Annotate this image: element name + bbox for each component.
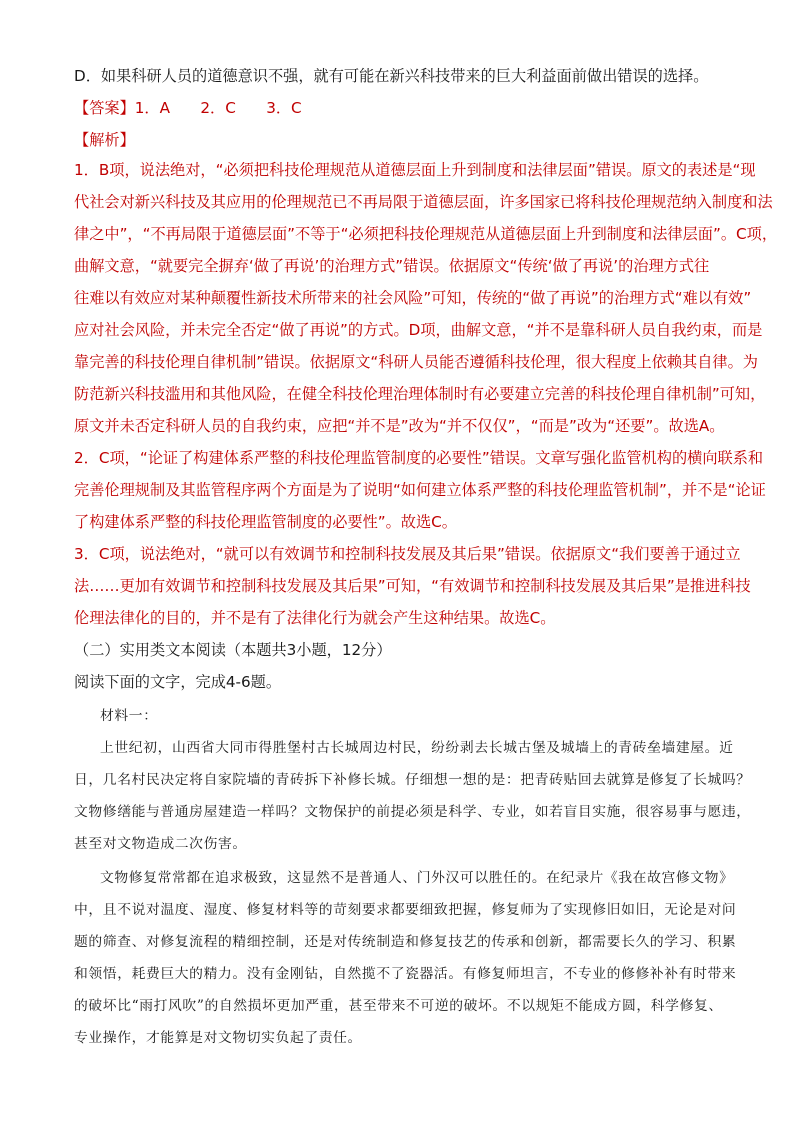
material-line: 上世纪初，山西省大同市得胜堡村古长城周边村民，纷纷剥去长城古堡及城墙上的青砖垒墙建屋。近: [100, 740, 734, 756]
analysis-line: 代社会对新兴科技及其应用的伦理规范已不再局限于道德层面，许多国家已将科技伦理规范纳入制度和法: [74, 193, 773, 211]
answer-label: 【答案】: [74, 99, 135, 117]
analysis-line: 应对社会风险，并未完全否定“做了再说”的方式。D项，曲解文意，“并不是靠科研人员自我约束，而是: [74, 321, 763, 339]
analysis-line: 靠完善的科技伦理自律机制”错误。依据原文“科研人员能否遵循科技伦理，很大程度上依赖其自律。为: [74, 353, 758, 371]
analysis-line: 法……更加有效调节和控制科技发展及其后果”可知，“有效调节和控制科技发展及其后果”是推进科技: [74, 577, 751, 595]
analysis-line: 原文并未否定科研人员的自我约束，应把“并不是”改为“并不仅仅”，“而是”改为“还要”。故选A。: [74, 417, 725, 435]
material-line: 日，几名村民决定将自家院墙的青砖拆下补修长城。仔细想一想的是：把青砖贴回去就算是修复了长城吗？: [74, 772, 751, 788]
analysis-line: 伦理法律化的目的，并不是有了法律化行为就会产生这种结果。故选C。: [74, 609, 556, 627]
analysis-line: 2．C项，“论证了构建体系严整的科技伦理监管制度的必要性”错误。文章写强化监管机构的横向联系和: [74, 449, 764, 467]
material-line: 和领悟，耗费巨大的精力。没有金刚钻，自然揽不了瓷器活。有修复师坦言，不专业的修修补补有时带来: [74, 966, 737, 982]
material-line: 文物修缮能与普通房屋建造一样吗？文物保护的前提必须是科学、专业，如若盲目实施，很容易事与愿违，: [74, 804, 751, 820]
analysis-line: 1．B项，说法绝对，“必须把科技伦理规范从道德层面上升到制度和法律层面”错误。原文的表述是“现: [74, 161, 756, 179]
analysis-line: 了构建体系严整的科技伦理监管制度的必要性”。故选C。: [74, 513, 457, 531]
analysis-line: 完善伦理规制及其监管程序两个方面是为了说明“如何建立体系严整的科技伦理监管机制”，并不是“论证: [74, 481, 766, 499]
material-line: 题的筛查、对修复流程的精细控制，还是对传统制造和修复技艺的传承和创新，都需要长久的学习、积累: [74, 934, 737, 950]
instruction: 阅读下面的文字，完成4-6题。: [74, 673, 282, 691]
material-line: 中，且不说对温度、湿度、修复材料等的苛刻要求都要细致把握，修复师为了实现修旧如旧，无论是对问: [74, 902, 737, 918]
analysis-line: 防范新兴科技滥用和其他风险，在健全科技伦理治理体制时有必要建立完善的科技伦理自律机制”可知，: [74, 385, 766, 403]
option-d: D．如果科研人员的道德意识不强，就有可能在新兴科技带来的巨大利益面前做出错误的选择。: [74, 67, 709, 85]
analysis-line: 曲解文意，“就要完全摒弃‘做了再说’的治理方式”错误。依据原文“传统‘做了再说’的治理方式往: [74, 257, 710, 275]
material-title: 材料一：: [100, 708, 158, 724]
analysis-line: 律之中”，“不再局限于道德层面”不等于“必须把科技伦理规范从道德层面上升到制度和法律层面”。C项，: [74, 225, 778, 243]
material-line: 文物修复常常都在追求极致，这显然不是普通人、门外汉可以胜任的。在纪录片《我在故宫修文物》: [100, 870, 734, 886]
section-title: （二）实用类文本阅读（本题共3小题，12分）: [74, 641, 392, 659]
answer-line: [74, 98, 302, 118]
material-line: 甚至对文物造成二次伤害。: [74, 836, 247, 852]
analysis-line: 往难以有效应对某种颠覆性新技术所带来的社会风险”可知，传统的“做了再说”的治理方式“难以有效”: [74, 289, 752, 307]
analysis-line: 3．C项，说法绝对，“就可以有效调节和控制科技发展及其后果”错误。依据原文“我们要善于通过立: [74, 545, 741, 563]
material-line: 专业操作，才能算是对文物切实负起了责任。: [74, 1030, 362, 1046]
material-line: 的破坏比“雨打风吹”的自然损坏更加严重，甚至带来不可逆的破坏。不以规矩不能成方圆，科学修复、: [74, 998, 723, 1014]
answer-text: 1．A 2．C 3．C: [134, 99, 302, 117]
analysis-label: 【解析】: [74, 131, 135, 149]
